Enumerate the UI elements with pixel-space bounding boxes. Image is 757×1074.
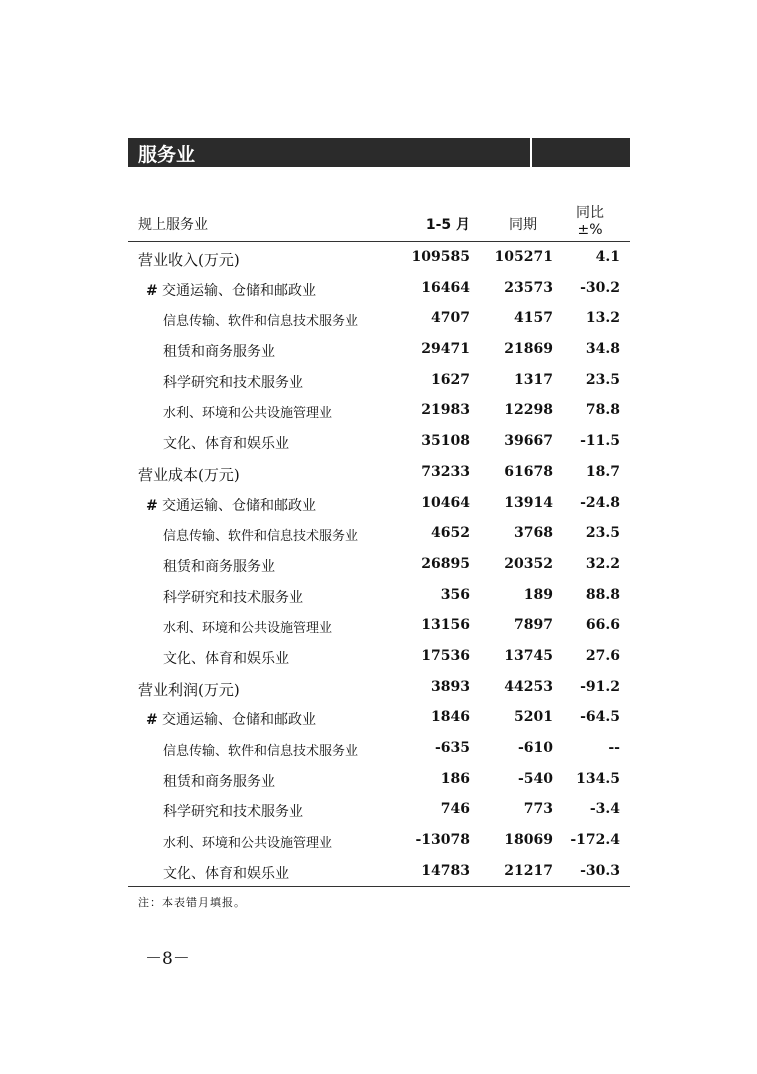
value-yoy-change: --	[608, 740, 620, 756]
row-label	[163, 587, 303, 607]
row-label-text: 交通运输、仓储和邮政业	[162, 282, 316, 299]
row-label	[146, 495, 316, 515]
value-period: 356	[440, 586, 470, 603]
value-same-period: -540	[517, 770, 553, 787]
value-period: -13078	[415, 832, 470, 849]
value-period: 73233	[421, 463, 470, 480]
row-label-text: 信息传输、软件和信息技术服务业	[163, 529, 359, 545]
table-top-rule	[128, 241, 630, 242]
value-yoy-change: 27.6	[585, 647, 620, 664]
row-label-text: 水利、环境和公共设施管理业	[163, 621, 333, 637]
table-row	[0, 734, 757, 765]
value-period: 10464	[421, 494, 470, 511]
row-label	[163, 740, 358, 759]
row-label-text: 科学研究和技术服务业	[163, 374, 303, 391]
value-period: 13156	[421, 617, 470, 634]
row-label-text: 交通运输、仓储和邮政业	[162, 497, 316, 514]
value-period: 746	[440, 801, 470, 818]
table-row	[0, 489, 757, 520]
row-hash-marker: #	[146, 282, 158, 299]
row-label	[163, 648, 289, 668]
value-yoy-change: 13.2	[585, 310, 620, 327]
row-label	[138, 464, 240, 485]
table-row	[0, 826, 757, 857]
table-row	[0, 642, 757, 673]
column-header-label: 规上服务业	[138, 217, 208, 233]
row-label-text: 信息传输、软件和信息技术服务业	[163, 314, 359, 330]
table-row	[0, 335, 757, 366]
column-header-same-period: 同期	[509, 217, 537, 233]
value-yoy-change: 88.8	[585, 586, 620, 603]
value-period: 17536	[421, 647, 470, 664]
value-same-period: -610	[517, 740, 553, 756]
value-yoy-change: -30.3	[580, 862, 620, 879]
value-yoy-change: -3.4	[589, 801, 620, 818]
section-title: 服务业	[138, 144, 196, 166]
value-same-period: 4157	[514, 310, 553, 327]
row-label	[146, 280, 316, 300]
value-same-period: 13914	[504, 494, 553, 511]
column-header-period: 1-5 月	[425, 217, 470, 233]
value-same-period: 105271	[494, 249, 553, 265]
value-yoy-change: -172.4	[570, 832, 620, 849]
value-same-period: 12298	[504, 402, 553, 419]
table-row	[0, 274, 757, 305]
row-label	[163, 402, 332, 421]
row-label-text: 文化、体育和娱乐业	[163, 436, 289, 453]
row-label	[163, 556, 275, 576]
value-period: 26895	[421, 555, 470, 572]
row-label	[138, 679, 240, 700]
value-yoy-change: -24.8	[580, 494, 620, 511]
row-label	[163, 617, 332, 636]
table-row	[0, 550, 757, 581]
section-header-bar	[128, 138, 630, 167]
table-row	[0, 581, 757, 612]
table-row	[0, 304, 757, 335]
value-same-period: 21217	[504, 862, 553, 879]
value-same-period: 23573	[504, 279, 553, 296]
table-row	[0, 703, 757, 734]
column-header-yoy	[560, 205, 620, 239]
row-label	[163, 341, 275, 361]
value-yoy-change: 32.2	[585, 555, 620, 572]
row-label-text: 文化、体育和娱乐业	[163, 650, 289, 667]
row-label-text: 水利、环境和公共设施管理业	[163, 836, 333, 852]
row-label-text: 文化、体育和娱乐业	[163, 865, 289, 882]
value-same-period: 13745	[504, 647, 553, 664]
value-period: 16464	[421, 279, 470, 296]
row-label	[163, 771, 275, 791]
row-label	[163, 525, 358, 544]
value-yoy-change: 34.8	[585, 341, 620, 358]
row-label	[163, 310, 358, 329]
table-row	[0, 765, 757, 796]
table-row	[0, 427, 757, 458]
table-row	[0, 243, 757, 274]
row-label	[163, 372, 303, 392]
value-same-period: 7897	[514, 617, 553, 634]
row-label	[146, 709, 316, 729]
value-period: 186	[440, 770, 470, 787]
value-yoy-change: 23.5	[585, 371, 620, 388]
value-period: 4707	[431, 310, 470, 327]
value-period: 109585	[411, 249, 470, 265]
table-bottom-rule	[128, 886, 630, 887]
value-same-period: 61678	[504, 463, 553, 480]
header-divider	[530, 138, 532, 167]
row-label	[138, 249, 240, 270]
row-label	[163, 801, 303, 821]
table-row	[0, 458, 757, 489]
row-label-text: 租赁和商务服务业	[163, 558, 275, 575]
row-label	[163, 863, 289, 883]
table-row	[0, 795, 757, 826]
row-label-text: 科学研究和技术服务业	[163, 804, 303, 821]
value-yoy-change: -64.5	[580, 709, 620, 726]
value-period: 35108	[421, 433, 470, 450]
value-yoy-change: 18.7	[585, 463, 620, 480]
row-hash-marker: #	[146, 497, 158, 514]
value-period: 3893	[431, 678, 470, 695]
value-same-period: 18069	[504, 832, 553, 849]
value-period: 21983	[421, 402, 470, 419]
value-same-period: 39667	[504, 433, 553, 450]
row-label	[163, 433, 289, 453]
column-header-yoy-line2: ±%	[577, 222, 603, 238]
row-label-text: 科学研究和技术服务业	[163, 589, 303, 606]
value-yoy-change: 66.6	[585, 617, 620, 634]
value-yoy-change: -30.2	[580, 279, 620, 296]
row-label-text: 交通运输、仓储和邮政业	[162, 712, 316, 729]
value-period: 1627	[431, 371, 470, 388]
value-same-period: 773	[523, 801, 553, 818]
table-row	[0, 857, 757, 888]
row-label-text: 水利、环境和公共设施管理业	[163, 406, 333, 422]
value-period: 4652	[431, 525, 470, 542]
value-same-period: 44253	[504, 678, 553, 695]
value-yoy-change: 134.5	[576, 770, 620, 787]
value-same-period: 5201	[514, 709, 553, 726]
value-yoy-change: -91.2	[580, 678, 620, 695]
value-period: 1846	[431, 709, 470, 726]
table-row	[0, 611, 757, 642]
page-number: －8－	[145, 949, 190, 969]
value-yoy-change: -11.5	[580, 433, 620, 450]
value-period: 14783	[421, 862, 470, 879]
row-hash-marker: #	[146, 712, 158, 729]
value-yoy-change: 4.1	[595, 249, 620, 265]
row-label-text: 租赁和商务服务业	[163, 773, 275, 790]
table-row	[0, 673, 757, 704]
data-table-body	[0, 243, 757, 887]
value-same-period: 21869	[504, 341, 553, 358]
row-label-text: 营业利润(万元)	[138, 680, 240, 699]
row-label	[163, 832, 332, 851]
table-row	[0, 396, 757, 427]
value-period: 29471	[421, 341, 470, 358]
column-header-yoy-line1: 同比	[576, 205, 604, 221]
table-note: 注：本表错月填报。	[138, 896, 246, 909]
row-label-text: 信息传输、软件和信息技术服务业	[163, 744, 359, 759]
value-same-period: 189	[523, 586, 553, 603]
value-period: -635	[434, 740, 470, 756]
value-same-period: 1317	[514, 371, 553, 388]
value-yoy-change: 78.8	[585, 402, 620, 419]
value-same-period: 3768	[514, 525, 553, 542]
row-label-text: 营业成本(万元)	[138, 465, 240, 484]
value-yoy-change: 23.5	[585, 525, 620, 542]
table-row	[0, 366, 757, 397]
value-same-period: 20352	[504, 555, 553, 572]
table-row	[0, 519, 757, 550]
row-label-text: 租赁和商务服务业	[163, 344, 275, 361]
row-label-text: 营业收入(万元)	[138, 251, 240, 269]
